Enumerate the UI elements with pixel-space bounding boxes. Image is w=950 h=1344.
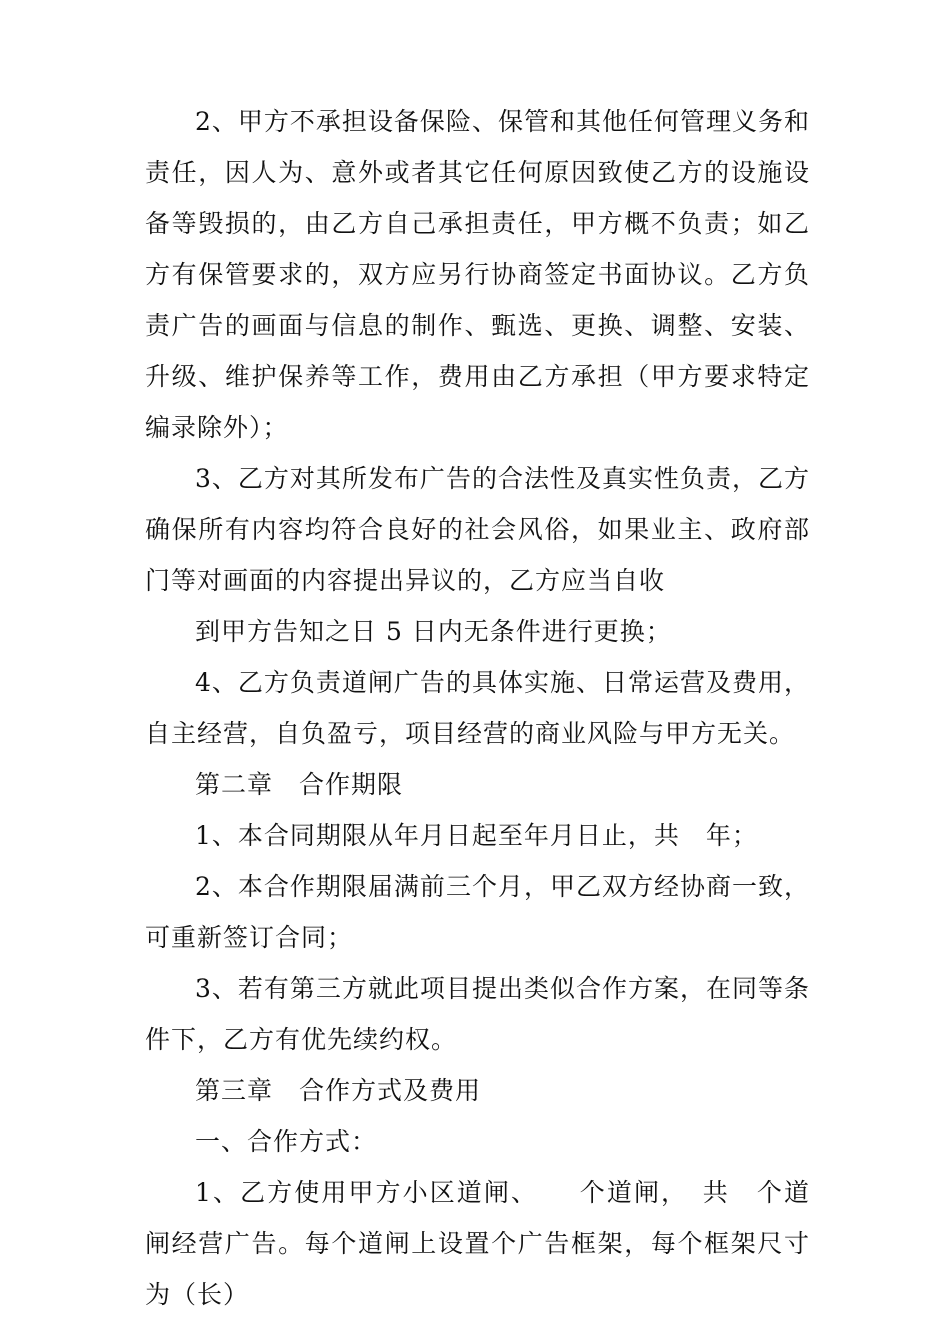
clause-2-equipment-liability: 2、甲方不承担设备保险、保管和其他任何管理义务和责任，因人为、意外或者其它任何原因致使乙方的设施设备等毁损的，由乙方自己承担责任，甲方概不负责；如乙方有保管要求的，双方应另行协商签定书面协议。乙方负责广告的画面与信息的制作、甄选、更换、调整、安装、升级、维护保养等工作，费用由乙方承担（甲方要求特定编录除外）； xyxy=(145,107,810,442)
chapter-3-clause-1: 1、乙方使用甲方小区道闸、 个道闸， 共 个道闸经营广告。每个道闸上设置个广告框架，每个框架尺寸为（长） xyxy=(145,1178,810,1309)
clause-3-continuation: 到甲方告知之日 5 日内无条件进行更换； xyxy=(195,617,672,646)
section-cooperation-method: 一、合作方式： xyxy=(195,1127,378,1156)
clause-4-operation: 4、乙方负责道闸广告的具体实施、日常运营及费用，自主经营，自负盈亏，项目经营的商业风险与甲方无关。 xyxy=(145,668,810,748)
chapter-2-clause-2: 2、本合作期限届满前三个月，甲乙双方经协商一致，可重新签订合同； xyxy=(145,872,810,952)
clause-3-ad-legality: 3、乙方对其所发布广告的合法性及真实性负责，乙方确保所有内容均符合良好的社会风俗，如果业主、政府部门等对画面的内容提出异议的，乙方应当自收 xyxy=(145,464,810,595)
chapter-2-heading: 第二章 合作期限 xyxy=(195,770,404,799)
chapter-3-heading: 第三章 合作方式及费用 xyxy=(195,1076,482,1105)
chapter-2-clause-3: 3、若有第三方就此项目提出类似合作方案，在同等条件下，乙方有优先续约权。 xyxy=(145,974,810,1054)
document-body xyxy=(145,96,810,1320)
chapter-2-clause-1: 1、本合同期限从年月日起至年月日止，共 年； xyxy=(195,821,758,850)
